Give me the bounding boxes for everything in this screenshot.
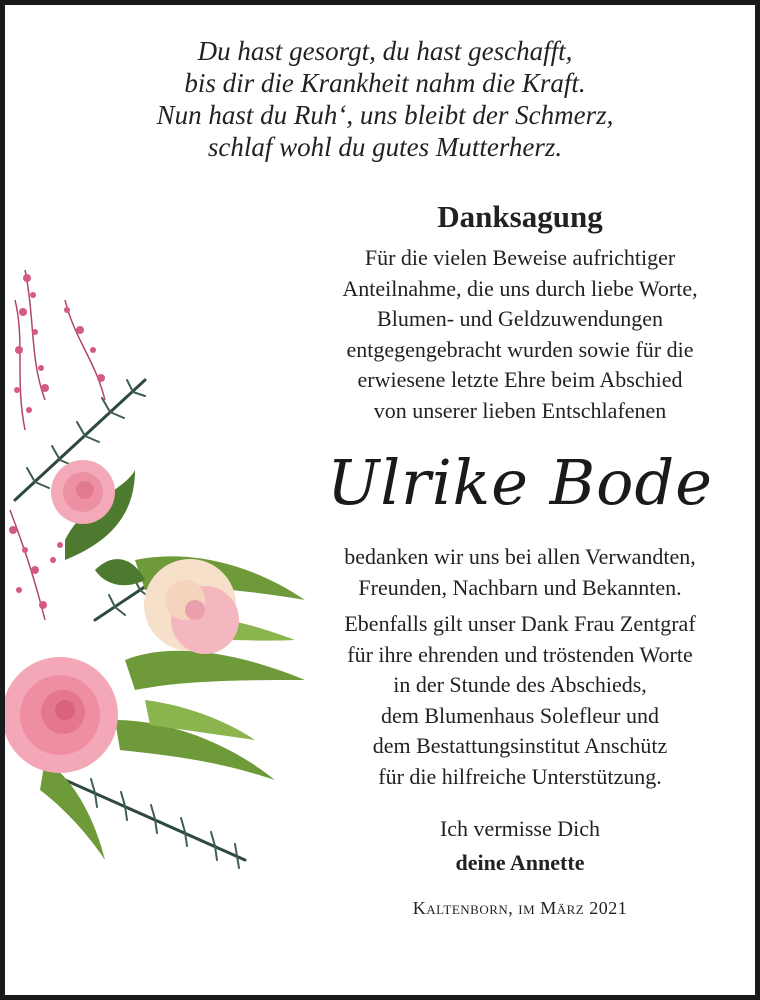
thanks-paragraph [305,542,735,603]
poem [45,35,725,163]
signature: deine Annette [455,850,585,875]
also-line-2: für ihre ehrenden und tröstenden Worte [347,641,693,667]
intro-line-3: Blumen- und Geldzuwendungen [377,306,663,331]
poem-line-2: bis dir die Krankheit nahm die Kraft. [184,68,586,98]
intro-line-6: von unserer lieben Entschlafenen [373,397,667,423]
flower-arrangement-image [5,260,325,900]
page-title: Danksagung [437,199,603,234]
intro-line-1: Für die vielen Beweise aufrichtiger [364,245,676,270]
also-thanks-paragraph [305,609,735,792]
poem-line-3: Nun hast du Ruh‘, uns bleibt der Schmerz, [156,100,614,130]
also-line-4: dem Blumenhaus Solefleur und [380,702,659,728]
closing-line: Ich vermisse Dich [439,816,601,841]
deceased-name: Ulrike Bode [327,446,713,519]
also-line-3: in der Stunde des Abschieds, [393,672,647,697]
also-line-1: Ebenfalls gilt unser Dank Frau Zentgraf [344,611,696,636]
intro-line-5: erwiesene letzte Ehre beim Abschied [357,367,683,392]
thanks-line-1: bedanken wir uns bei allen Verwandten, [344,544,696,569]
poem-line-4: schlaf wohl du gutes Mutterherz. [207,132,563,162]
also-line-6: für die hilfreiche Unterstützung. [378,763,662,789]
poem-line-1: Du hast gesorgt, du hast geschafft, [197,36,573,66]
intro-line-4: entgegengebracht wurden sowie für die [346,336,694,362]
intro-paragraph [305,243,735,426]
place-date: Kaltenborn, im März 2021 [412,898,628,918]
also-line-5: dem Bestattungsinstitut Anschütz [372,733,668,758]
thanks-line-2: Freunden, Nachbarn und Bekannten. [358,574,682,600]
intro-line-2: Anteilnahme, die uns durch liebe Worte, [342,275,698,301]
signature-block [305,812,735,880]
thanks-text-column [305,195,735,920]
